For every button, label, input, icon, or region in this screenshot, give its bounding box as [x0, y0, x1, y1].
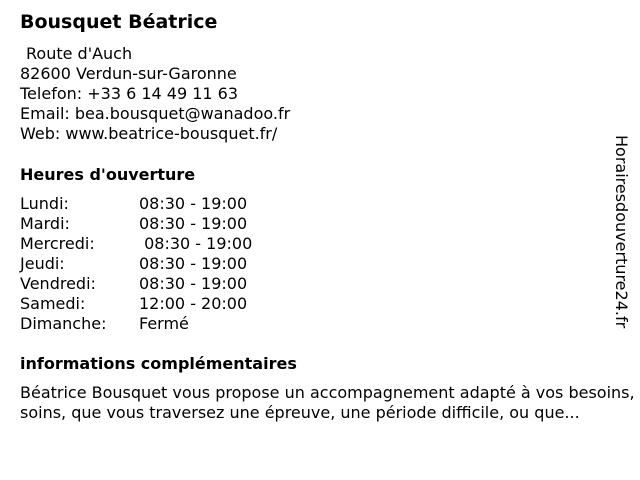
business-description: [20, 383, 640, 423]
day-label: Mardi:: [20, 214, 70, 233]
contact-block: [20, 44, 290, 144]
opening-hours-table: [20, 194, 252, 334]
hours-row-saturday: [20, 294, 252, 314]
business-name: Bousquet Béatrice: [20, 11, 218, 33]
hours-row-thursday: [20, 254, 252, 274]
day-hours: 08:30 - 19:00: [139, 254, 248, 273]
site-brand-vertical: Horairesdouverture24.fr: [612, 135, 631, 329]
day-label: Samedi:: [20, 294, 86, 313]
day-hours: 08:30 - 19:00: [139, 234, 253, 253]
street-address: Route d'Auch: [26, 44, 133, 63]
day-label: Lundi:: [20, 194, 69, 213]
day-hours: Fermé: [139, 314, 189, 333]
day-hours: 08:30 - 19:00: [139, 194, 248, 213]
city-postal: 82600 Verdun-sur-Garonne: [20, 64, 237, 83]
day-label: Vendredi:: [20, 274, 96, 293]
day-label: Dimanche:: [20, 314, 107, 333]
day-hours: 08:30 - 19:00: [139, 274, 248, 293]
hours-row-tuesday: [20, 214, 252, 234]
hours-row-wednesday: [20, 234, 252, 254]
day-hours: 08:30 - 19:00: [139, 214, 248, 233]
email-line: Email: bea.bousquet@wanadoo.fr: [20, 104, 291, 123]
day-hours: 12:00 - 20:00: [139, 294, 248, 313]
hours-row-sunday: [20, 314, 252, 334]
day-label: Mercredi:: [20, 234, 95, 253]
hours-row-friday: [20, 274, 252, 294]
hours-row-monday: [20, 194, 252, 214]
description-line: Béatrice Bousquet vous propose un accompagnement adapté à vos besoins,: [20, 383, 635, 402]
phone-line: Telefon: +33 6 14 49 11 63: [20, 84, 239, 103]
description-line: soins, que vous traversez une épreuve, une période difficile, ou que...: [20, 403, 580, 422]
opening-hours-heading: Heures d'ouverture: [20, 165, 196, 184]
day-label: Jeudi:: [20, 254, 65, 273]
website-line: Web: www.beatrice-bousquet.fr/: [20, 124, 278, 143]
additional-info-heading: informations complémentaires: [20, 354, 297, 373]
